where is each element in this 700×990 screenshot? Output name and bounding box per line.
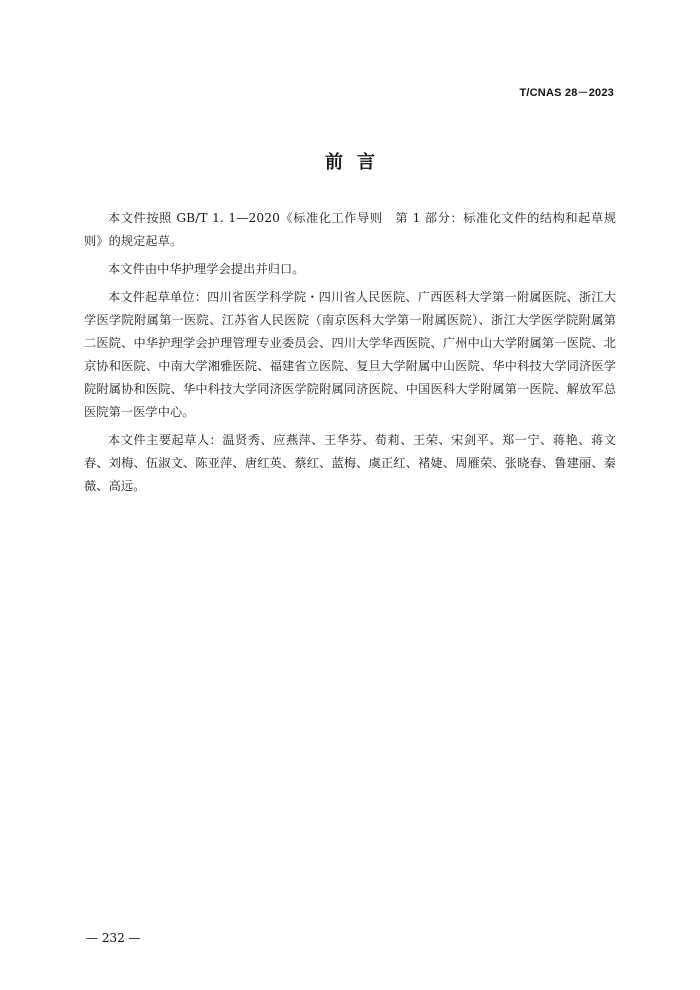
- paragraph-drafting-units: 本文件起草单位：四川省医学科学院・四川省人民医院、广西医科大学第一附属医院、浙江大学医学院附属第一医院、江苏省人民医院（南京医科大学第一附属医院）、浙江大学医学院附属第二医院、中华护理学会护理管理专业委员会、四川大学华西医院、广州中山大学附属第一医院、北京协和医院、中南大学湘雅医院、福建省立医院、复旦大学附属中山医院、华中科技大学同济医学院附属协和医院、华中科技大学同济医学院附属同济医院、中国医科大学附属第一医院、解放军总医院第一医学中心。: [84, 290, 616, 419]
- paragraph-main-drafters: 本文件主要起草人：温贤秀、应燕萍、王华芬、荀莉、王荣、宋剑平、郑一宁、蒋艳、蒋文春、刘梅、伍淑文、陈亚萍、唐红英、蔡红、蓝梅、虞正红、褚婕、周雁荣、张晓春、鲁建丽、秦薇、高远。: [84, 433, 616, 493]
- paragraph-proposer: 本文件由中华护理学会提出并归口。: [108, 262, 305, 276]
- page-title: 前言: [325, 152, 389, 173]
- paragraph-drafting-rules: 本文件按照 GB/T 1. 1—2020《标准化工作导则 第 1 部分：标准化文件的结构和起草规则》的规定起草。: [84, 211, 616, 248]
- page-number: — 232 —: [86, 931, 141, 945]
- document-code: T/CNAS 28－2023: [519, 87, 614, 99]
- document-body: [84, 207, 616, 503]
